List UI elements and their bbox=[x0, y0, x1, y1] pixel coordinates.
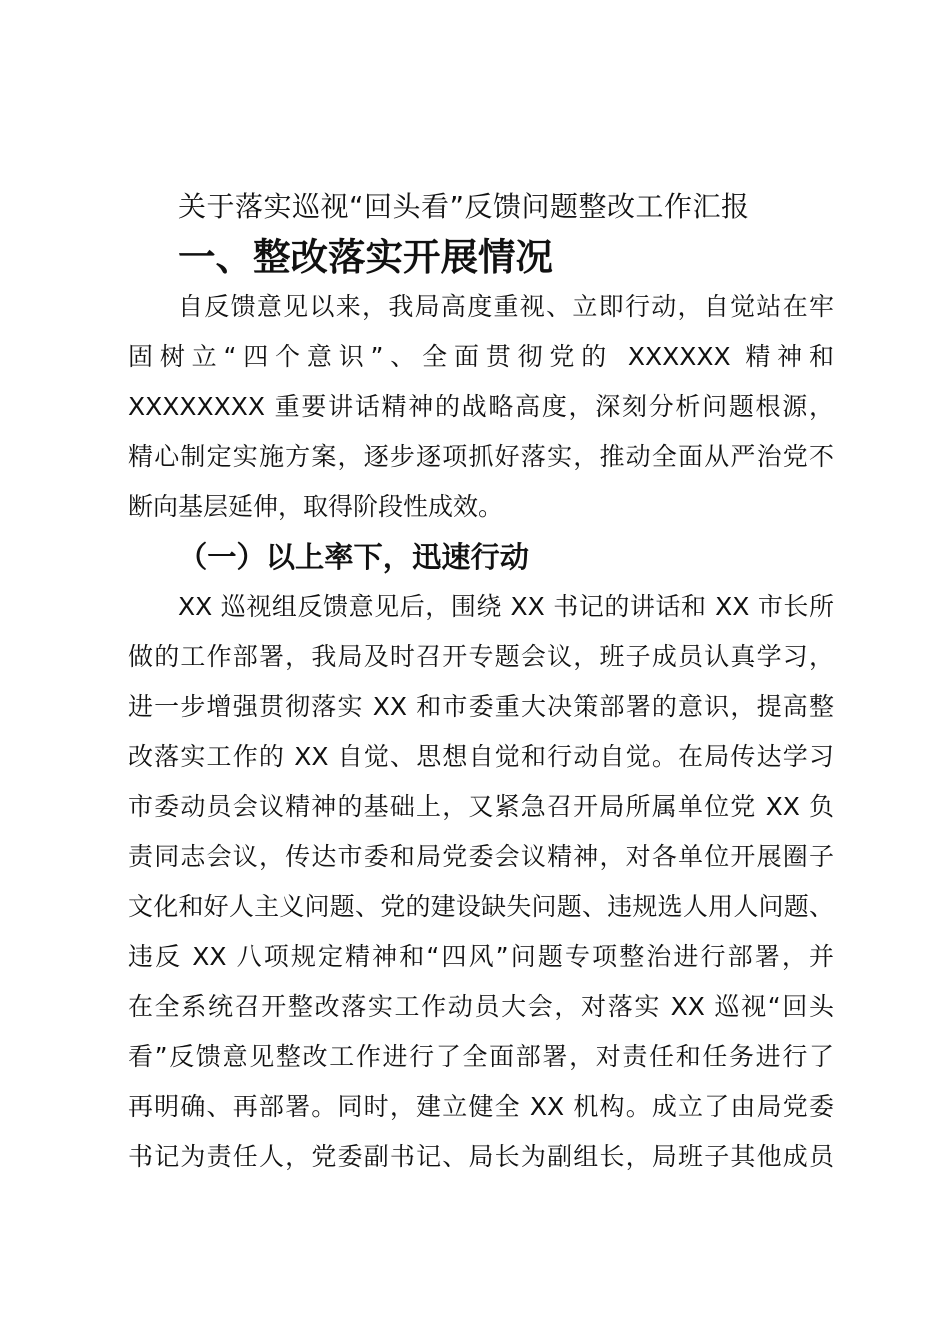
paragraph-line: 书记为责任人，党委副书记、局长为副组长，局班子其他成员 bbox=[128, 1142, 834, 1171]
paragraph-line: XXXXXXXX 重要讲话精神的战略高度，深刻分析问题根源， bbox=[128, 392, 834, 421]
section-heading-1: 一、整改落实开展情况 bbox=[178, 235, 553, 279]
paragraph-line: 责同志会议，传达市委和局党委会议精神，对各单位开展圈子 bbox=[128, 842, 834, 871]
document-body bbox=[128, 182, 834, 1182]
paragraph-line: 固树立“四个意识”、全面贯彻党的 XXXXXX 精神和 bbox=[128, 342, 834, 371]
paragraph-line: 看”反馈意见整改工作进行了全面部署，对责任和任务进行了 bbox=[128, 1042, 834, 1071]
paragraph-1 bbox=[128, 282, 834, 532]
paragraph-line: 违反 XX 八项规定精神和“四风”问题专项整治进行部署，并 bbox=[128, 942, 834, 971]
paragraph-line: 断向基层延伸，取得阶段性成效。 bbox=[128, 492, 504, 521]
paragraph-line: 改落实工作的 XX 自觉、思想自觉和行动自觉。在局传达学习 bbox=[128, 742, 834, 771]
paragraph-line: 文化和好人主义问题、党的建设缺失问题、违规选人用人问题、 bbox=[128, 892, 834, 921]
paragraph-line: XX 巡视组反馈意见后，围绕 XX 书记的讲话和 XX 市长所 bbox=[178, 592, 834, 621]
document-title: 关于落实巡视“回头看”反馈问题整改工作汇报 bbox=[178, 190, 750, 223]
paragraph-line: 市委动员会议精神的基础上，又紧急召开局所属单位党 XX 负 bbox=[128, 792, 834, 821]
paragraph-line: 精心制定实施方案，逐步逐项抓好落实，推动全面从严治党不 bbox=[128, 442, 834, 471]
paragraph-line: 在全系统召开整改落实工作动员大会，对落实 XX 巡视“回头 bbox=[128, 992, 834, 1021]
paragraph-line: 自反馈意见以来，我局高度重视、立即行动，自觉站在牢 bbox=[178, 292, 834, 321]
paragraph-line: 再明确、再部署。同时，建立健全 XX 机构。成立了由局党委 bbox=[128, 1092, 834, 1121]
paragraph-line: 进一步增强贯彻落实 XX 和市委重大决策部署的意识，提高整 bbox=[128, 692, 834, 721]
paragraph-2 bbox=[128, 582, 834, 1182]
subsection-heading-1: （一）以上率下，迅速行动 bbox=[178, 540, 529, 574]
paragraph-line: 做的工作部署，我局及时召开专题会议，班子成员认真学习， bbox=[128, 642, 834, 671]
